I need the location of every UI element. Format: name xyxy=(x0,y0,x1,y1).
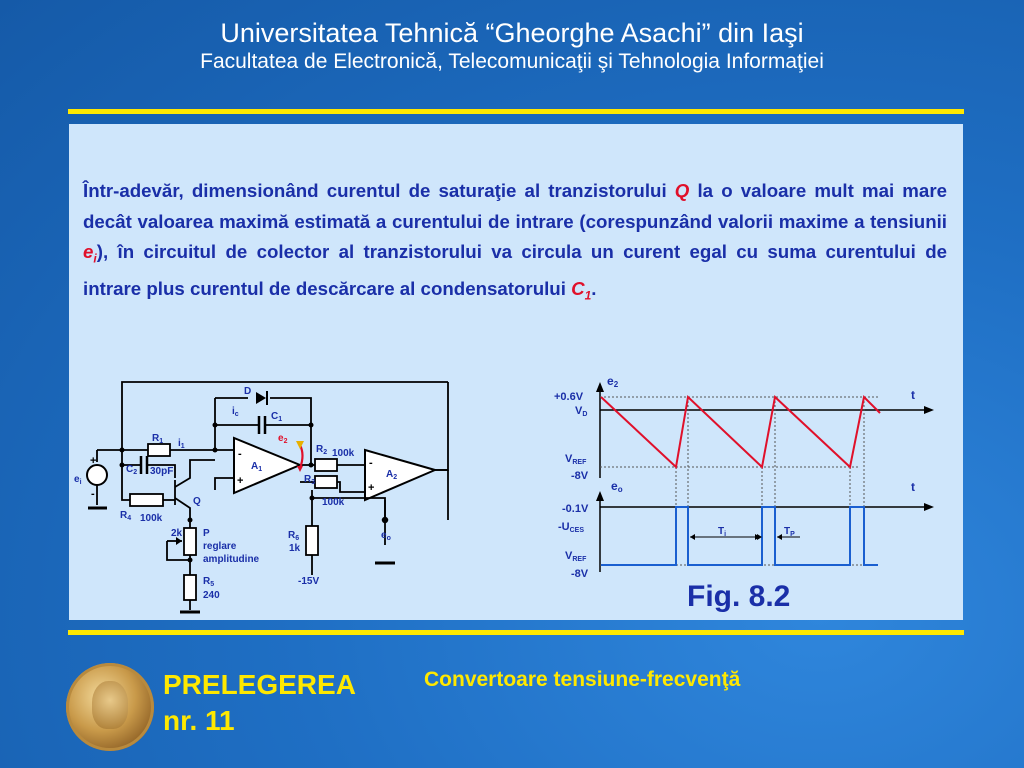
label-vd: VD xyxy=(575,405,588,418)
label-supply: -15V xyxy=(298,576,320,587)
label-a2: $A_2$ xyxy=(386,469,398,481)
para-c1-sub: 1 xyxy=(584,288,592,303)
source-plus: + xyxy=(90,455,97,467)
label-minus8v-2: -8V xyxy=(571,568,589,580)
label-r4-val: 100k xyxy=(140,513,163,524)
a2-plus: + xyxy=(368,482,375,494)
label-ic: $i_c$ xyxy=(232,406,239,418)
figure-caption: Fig. 8.2 xyxy=(687,580,791,613)
label-ti: $T_i$ xyxy=(718,526,727,538)
university-medal-logo xyxy=(66,663,154,751)
label-r6: $R_6$ xyxy=(288,530,300,542)
label-r2: $R_2$ xyxy=(316,444,328,456)
para-text-2: la o valoare mult mai mare decât valoarea maximă estimată a curentului de intrare (corespunzând valorii maxime a tensiunii xyxy=(83,180,947,232)
label-eo: $e_o$ xyxy=(381,530,391,542)
label-q: Q xyxy=(193,496,201,507)
label-pot-val: 2k xyxy=(171,528,183,539)
label-t-2: t xyxy=(911,480,915,494)
label-reglare: reglare xyxy=(203,541,237,552)
label-amplitudine: amplitudine xyxy=(203,554,260,565)
lecture-number xyxy=(163,667,356,739)
label-r2-val: 100k xyxy=(332,448,355,459)
para-c1-c: C xyxy=(571,278,585,300)
label-c2-val: 30pF xyxy=(150,466,174,477)
bottom-divider xyxy=(68,630,964,635)
label-c1: $C_1$ xyxy=(271,411,283,423)
lecture-label: PRELEGEREA xyxy=(163,669,356,700)
para-ei-e: e xyxy=(83,241,94,262)
label-r3-val: 100k xyxy=(322,497,345,508)
label-tp: $T_P$ xyxy=(784,526,795,538)
label-r3: $R_3$ xyxy=(304,474,316,486)
label-plus06: +0.6V xyxy=(554,391,584,403)
course-title: Convertoare tensiune-frecvenţă xyxy=(424,668,741,691)
label-t-1: t xyxy=(911,388,915,402)
lecture-nr: nr. 11 xyxy=(163,705,235,736)
label-r5-val: 240 xyxy=(203,590,220,601)
label-minus8v-1: -8V xyxy=(571,470,589,482)
para-text-4: . xyxy=(591,278,597,300)
source-minus: - xyxy=(91,488,95,500)
para-q-symbol: Q xyxy=(674,180,690,201)
label-vref-2: VREF xyxy=(565,550,587,563)
label-vref-1: VREF xyxy=(565,453,587,466)
label-uces: -UCES xyxy=(558,521,585,534)
medal-portrait xyxy=(92,681,128,729)
label-minus01: -0.1V xyxy=(562,503,589,515)
para-ei-sub: i xyxy=(93,251,97,266)
label-p: P xyxy=(203,528,210,539)
university-title: Universitatea Tehnică “Gheorghe Asachi” din Iaşi xyxy=(220,18,804,48)
label-wave-e2: e2 xyxy=(607,374,619,389)
a1-minus: - xyxy=(238,448,242,460)
label-r1: $R_1$ xyxy=(152,433,164,445)
label-r5: $R_5$ xyxy=(203,576,215,588)
a1-plus: + xyxy=(237,475,244,487)
label-r4: $R_4$ xyxy=(120,510,132,522)
a2-minus: - xyxy=(369,457,373,469)
para-text-3: ), în circuitul de colector al tranzistorului va circula un curent egal cu suma curentului de intrare plus curentul de descărcare al condensatorului xyxy=(83,241,947,300)
faculty-subtitle: Facultatea de Electronică, Telecomunicaţii şi Tehnologia Informaţiei xyxy=(200,50,824,73)
label-ei: $e_i$ xyxy=(74,474,82,486)
para-text-1: Într-adevăr, dimensionând curentul de saturaţie al tranzistorului xyxy=(83,180,675,201)
label-d: D xyxy=(244,386,252,397)
label-e2: $e_2$ xyxy=(278,433,288,445)
label-i1: $i_1$ xyxy=(178,438,185,450)
label-wave-eo: eo xyxy=(611,479,623,494)
label-r6-val: 1k xyxy=(289,543,301,554)
label-a1: $A_1$ xyxy=(251,461,263,473)
label-c2: $C_2$ xyxy=(126,464,138,476)
